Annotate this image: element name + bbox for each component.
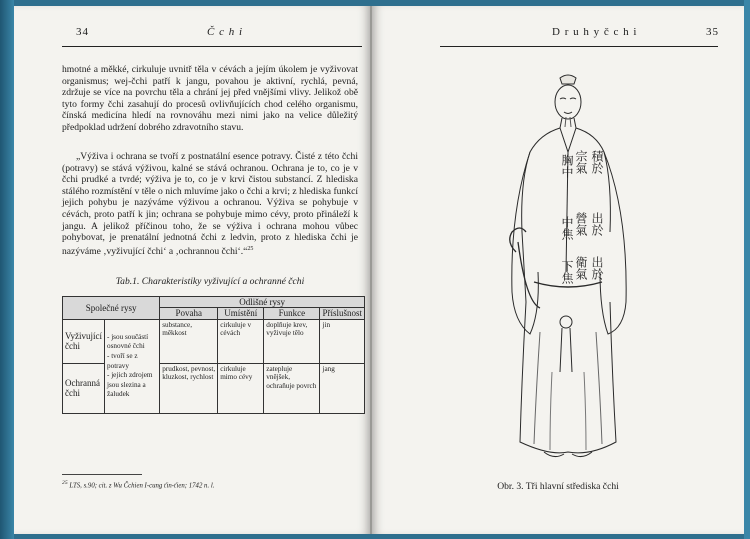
figure-chars-col9 [560,260,573,284]
figure-chars-col2 [574,150,587,174]
figure-char: 宗 [574,150,588,162]
figure-char: 營 [574,212,588,224]
left-header-rule [62,46,362,47]
quote-text: „Výživa i ochrana se tvoří z postnatální esence potravy. Čisté z této čchi (potravy) se stává výživou, kalné se stává ochranou. Ochrana je to, co je v čchi prudké a tvrdé; výživa je to, co je v krvi čistou substancí. Z hlediska stálého rozmístění v těle o nich mluvíme jako o čchi a krvi; z hlediska funkcí jejich pohybu je nazýváme výživou a ochranou. Výživa se pohybuje v cévách, proto patří k jin; ochrana se pohybuje mimo cévy, proto přináleží k jangu. A jelikož příčinou toho, že se výživa i ochrana mohou vůbec pohybovat, je prenatální jednotná čchi z ledvin, proto z hlediska čchi je nazýváme ‚vyživující čchi‘ a ‚ochrannou čchi‘.“ [62,151,358,257]
common-trait: - jejich zdrojem jsou slezina a žaludek [107,371,153,399]
figure-char: 出 [590,212,604,224]
figure-char: 氣 [574,268,588,280]
figure-char: 出 [590,256,604,268]
figure-char: 氣 [574,224,588,236]
cell-umisteni: cirkuluje v cévách [218,319,264,363]
figure-chars-col8 [574,256,587,280]
figure-char: 衛 [574,256,588,268]
common-traits-cell [105,319,160,413]
footnote [62,480,214,489]
characteristics-table [62,296,365,414]
right-running-title: D r u h y č c h i [552,26,638,38]
cell-povaha: substance, měkkost [160,319,218,363]
figure-chars-col3 [560,154,573,178]
book-edge-right [744,0,750,539]
figure-char: 焦 [560,228,574,240]
left-running-title: Č c h i [207,26,244,38]
subheader-funkce: Funkce [264,308,320,319]
cell-umisteni: cirkuluje mimo cévy [218,363,264,413]
figure-char: 中 [560,166,574,178]
cell-povaha: prudkost, pevnost, kluzkost, rychlost [160,363,218,413]
footnote-number: 25 [62,480,68,486]
cell-funkce: zatepluje vnějšek, ochraňuje povrch [264,363,320,413]
figure-chars-col4 [590,212,603,236]
footnote-ref: 25 [247,245,254,252]
figure-char: 下 [560,260,574,272]
subheader-umisteni: Umístění [218,308,264,319]
footnote-text: LTS, s.90; cit. z Wu Čchien I-cung ťin-ťien; 1742 n. l. [69,482,215,490]
subheader-povaha: Povaha [160,308,218,319]
figure-char: 積 [590,150,604,162]
figure-char: 氣 [574,162,588,174]
cell-funkce: doplňuje krev, vyživuje tělo [264,319,320,363]
cell-prislusnost: jin [320,319,365,363]
right-header-rule [440,46,718,47]
subheader-prislusnost: Příslušnost [320,308,365,319]
figure-char: 於 [590,224,604,236]
figure-char: 胸 [560,154,574,166]
figure-chars-col7 [590,256,603,280]
footnote-rule [62,474,142,475]
cell-prislusnost: jang [320,363,365,413]
header-common: Společné rysy [63,297,160,320]
figure-caption: Obr. 3. Tři hlavní střediska čchi [497,481,619,492]
row-name: Ochranná čchi [63,363,105,413]
table-caption: Tab.1. Charakteristiky vyživující a ochranné čchi [115,276,305,287]
header-group: Odlišné rysy [160,297,365,308]
right-page-number: 35 [706,26,719,38]
figure-char: 於 [590,162,604,174]
figure-char: 中 [560,216,574,228]
common-trait: - tvoří se z potravy [107,351,138,370]
figure-chars-col5 [574,212,587,236]
figure-chars-col6 [560,216,573,240]
left-page-number: 34 [76,26,89,38]
figure-char: 於 [590,268,604,280]
figure-chars-col1 [590,150,603,174]
common-trait: - jsou součástí osnovné čchi [107,332,149,351]
row-name: Vyživující čchi [63,319,105,363]
paragraph-1: hmotné a měkké, cirkuluje uvnitř těla v cévách a jejím úkolem je vyživovat organismus; wej-čchi patří k jangu, povahou je aktivní, rychlá, pevná, zdržuje se více na povrchu těla a chrání jej před vnějšími vlivy. Jelikož obě tyto formy čchi zasahují do procesů ovlivňujících chod celého organismu, čínská medicína hledí na rovnováhu mezi nimi jako na velice důležitý předpoklad udržení dobrého zdravotního stavu. [62,64,358,133]
paragraph-2 [62,151,358,258]
book-edge-left [0,0,14,539]
figure-char: 焦 [560,272,574,284]
